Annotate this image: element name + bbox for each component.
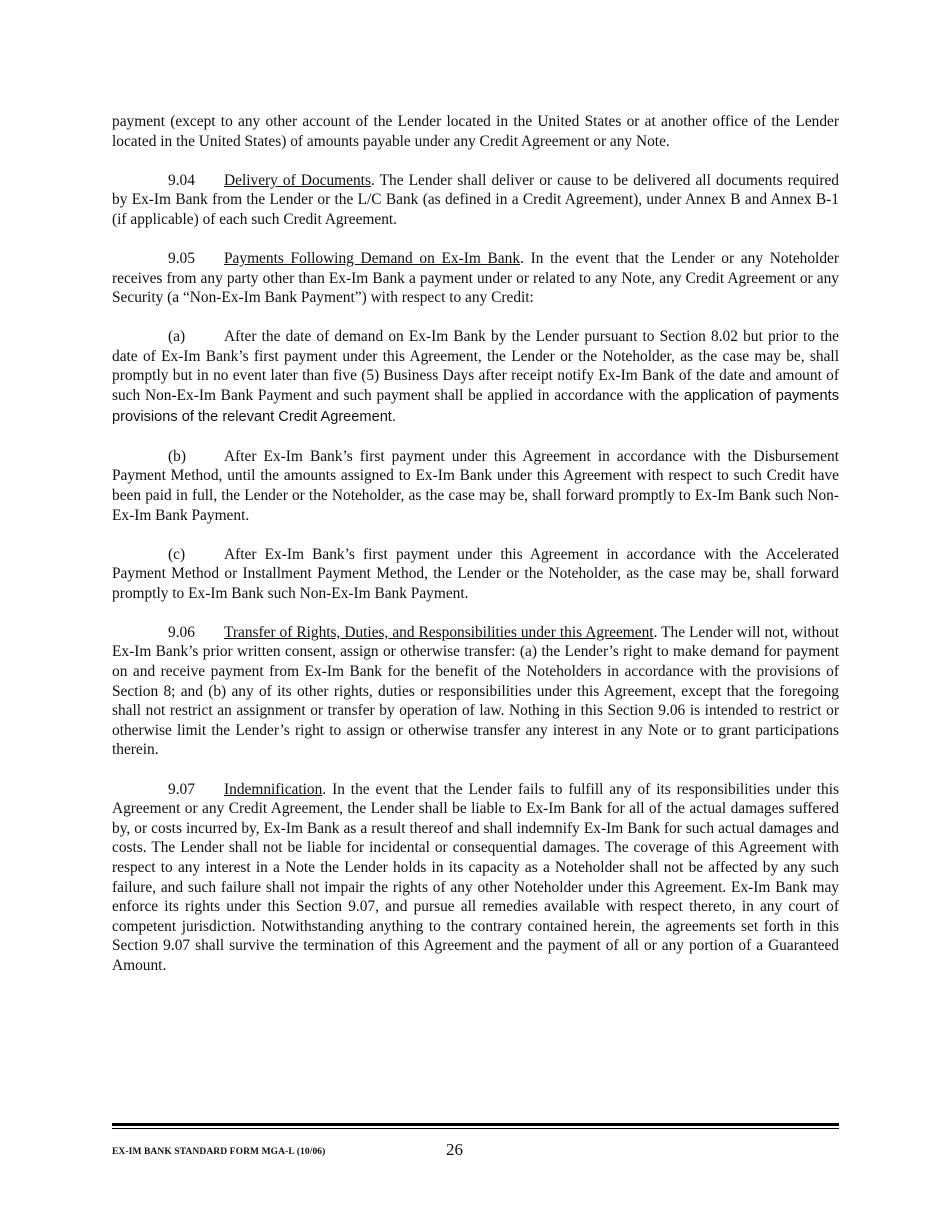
section-9-04 — [112, 171, 839, 230]
clause-text: After Ex-Im Bank’s first payment under this Agreement in accordance with the Disbursement Payment Method, until the amounts assigned to Ex-Im Bank under this Agreement with respect to such Credit have been paid in full, the Lender or the Noteholder, as the case may be, shall forward promptly to Ex-Im Bank such Non-Ex-Im Bank Payment. — [112, 447, 839, 524]
clause-c — [112, 545, 839, 604]
section-heading: Delivery of Documents — [224, 171, 371, 189]
section-text: . In the event that the Lender or any Noteholder receives from any party other than Ex-Im Bank a payment under or related to any Note, any Credit Agreement or any Security (a “Non-Ex-Im Bank Payment”) with respect to any Credit: — [112, 249, 839, 307]
page-number: 26 — [446, 1140, 463, 1159]
section-number: 9.07 — [168, 780, 195, 798]
section-text: . The Lender will not, without Ex-Im Bank’s prior written consent, assign or otherwise transfer: (a) the Lender’s right to make demand for payment on and receive payment from Ex-Im Bank for the benefit of the Noteholders in accordance with the provisions of Section 8; and (b) any of its other rights, duties or responsibilities under this Agreement, except that the foregoing shall not restrict an assignment or transfer by operation of law. Nothing in this Section 9.06 is intended to restrict or otherwise limit the Lender’s right to assign or otherwise transfer any interest in any Note or to grant participations therein. — [112, 623, 839, 759]
clause-label: (a) — [168, 328, 186, 346]
section-text: . The Lender shall deliver or cause to be delivered all documents required by Ex-Im Bank from the Lender or the L/C Bank (as defined in a Credit Agreement), under Annex B and Annex B-1 (if applicable) of each such Credit Agreement. — [112, 171, 839, 228]
section-heading: Indemnification — [224, 780, 323, 798]
clause-b — [112, 447, 839, 525]
section-9-06 — [112, 623, 839, 760]
clause-text-sans: application of payments provisions of the relevant Credit Agreement. — [112, 388, 840, 425]
footer-form-label: EX-IM BANK STANDARD FORM MGA-L (10/06) — [112, 1147, 326, 1157]
clause-text: After Ex-Im Bank’s first payment under this Agreement in accordance with the Accelerated Payment Method or Installment Payment Method, the Lender or the Noteholder, as the case may be, shall forward promptly to Ex-Im Bank such Non-Ex-Im Bank Payment. — [112, 545, 839, 602]
paragraph-continuation: payment (except to any other account of the Lender located in the United States or at another office of the Lender located in the United States) of amounts payable under any Credit Agreement or any Note. — [112, 113, 839, 150]
clause-label: (b) — [168, 447, 186, 465]
clause-label: (c) — [168, 545, 186, 563]
clause-a — [112, 327, 839, 427]
footer-rule-thick — [112, 1123, 839, 1126]
section-number: 9.06 — [168, 623, 195, 641]
section-number: 9.04 — [168, 171, 195, 189]
clause-text: After the date of demand on Ex-Im Bank by the Lender pursuant to Section 8.02 but prior to the date of Ex-Im Bank’s first payment under this Agreement, the Lender or the Noteholder, as the case may be, shall promptly but in no event later than five (5) Business Days after receipt notify Ex-Im Bank of the date and amount of such Non-Ex-Im Bank Payment and such payment shall be applied in accordance with the — [112, 328, 839, 405]
section-heading: Payments Following Demand on Ex-Im Bank — [224, 249, 521, 267]
section-number: 9.05 — [168, 249, 195, 267]
document-body — [112, 112, 839, 995]
footer-rule-thin — [112, 1128, 839, 1129]
section-9-05 — [112, 249, 839, 308]
section-9-07 — [112, 780, 839, 976]
section-heading: Transfer of Rights, Duties, and Responsibilities under this Agreement — [224, 623, 654, 641]
section-text: . In the event that the Lender fails to fulfill any of its responsibilities under this Agreement or any Credit Agreement, the Lender shall be liable to Ex-Im Bank for all of the actual damages suffered by, or costs incurred by, Ex-Im Bank as a result thereof and shall indemnify Ex-Im Bank for such actual damages and costs. The Lender shall not be liable for incidental or consequential damages. The coverage of this Agreement with respect to any interest in a Note the Lender holds in its capacity as a Noteholder shall not be affected by any such failure, and such failure shall not impair the rights of any other Noteholder under this Agreement. Ex-Im Bank may enforce its rights under this Section 9.07, and pursue all remedies available with respect thereto, in any court of competent jurisdiction. Notwithstanding anything to the contrary contained herein, the agreements set forth in this Section 9.07 shall survive the termination of this Agreement and the payment of all or any portion of a Guaranteed Amount. — [112, 780, 839, 974]
